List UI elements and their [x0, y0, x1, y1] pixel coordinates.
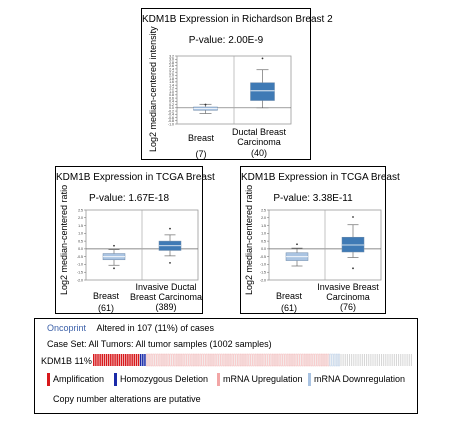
oncoprint-sample-homozygous-deletion [140, 354, 141, 366]
oncoprint-sample-mrna-upregulation [289, 354, 290, 366]
oncoprint-sample-unaltered [360, 354, 361, 366]
panel-2-xlabel-2: Invasive Ductal Breast Carcinoma [129, 282, 203, 302]
oncoprint-sample-mrna-upregulation [189, 354, 190, 366]
oncoprint-sample-unaltered [372, 354, 373, 366]
oncoprint-sample-unaltered [370, 354, 371, 366]
oncoprint-sample-mrna-upregulation [166, 354, 167, 366]
panel-3-ytick-label: 0.0 [261, 247, 266, 252]
oncoprint-sample-mrna-upregulation [219, 354, 220, 366]
panel-2-ytick-label: -0.5 [76, 254, 83, 259]
oncoprint-sample-mrna-upregulation [251, 354, 252, 366]
panel-2-ytick-label: 0.0 [78, 247, 83, 252]
oncoprint-sample-mrna-upregulation [232, 354, 233, 366]
panel-1-title: KDM1B Expression in Richardson Breast 2 [142, 14, 333, 25]
oncoprint-sample-mrna-upregulation [153, 354, 154, 366]
panel-1-ytick-label: 1.0 [169, 89, 174, 94]
panel-1-outlier [262, 58, 264, 60]
oncoprint-sample-unaltered [375, 354, 376, 366]
oncoprint-sample-unaltered [396, 354, 397, 366]
oncoprint-sample-homozygous-deletion [144, 354, 145, 366]
panel-3-ytick-label: 0.5 [261, 239, 266, 244]
panel-1-ytick-label: 2.0 [169, 73, 174, 78]
oncoprint-sample-unaltered [353, 354, 354, 366]
panel-1-ytick-label: 0.4 [169, 99, 174, 104]
mrna-downregulation-swatch [308, 373, 311, 386]
panel-3-ytick-label: -1.5 [259, 270, 266, 275]
panel-2-count-2: (389) [155, 302, 177, 312]
oncoprint-sample-amplification [116, 354, 117, 366]
oncoprint-sample-unaltered [383, 354, 384, 366]
oncoprint-sample-mrna-upregulation [300, 354, 301, 366]
oncoprint-sample-unaltered [366, 354, 367, 366]
oncoprint-sample-mrna-upregulation [174, 354, 175, 366]
panel-3-ytick-label: 1.0 [261, 231, 266, 236]
oncoprint-sample-mrna-upregulation [234, 354, 235, 366]
oncoprint-sample-unaltered [387, 354, 388, 366]
oncoprint-sample-unaltered [390, 354, 391, 366]
oncoprint-sample-mrna-upregulation [259, 354, 260, 366]
oncoprint-sample-amplification [136, 354, 137, 366]
oncoprint-sample-mrna-upregulation [268, 354, 269, 366]
oncoprint-sample-mrna-upregulation [157, 354, 158, 366]
oncoprint-track [93, 354, 413, 366]
panel-3-ytick-label: 2.5 [261, 208, 266, 213]
oncoprint-sample-amplification [138, 354, 139, 366]
panel-2-ytick-label: -1.0 [76, 262, 83, 267]
oncoprint-sample-mrna-upregulation [159, 354, 160, 366]
oncoprint-sample-unaltered [379, 354, 380, 366]
panel-1-ytick-label: -0.4 [167, 112, 174, 117]
panel-2-outlier [169, 228, 171, 230]
oncoprint-sample-mrna-upregulation [180, 354, 181, 366]
oncoprint-sample-amplification [110, 354, 111, 366]
oncoprint-sample-amplification [123, 354, 124, 366]
oncoprint-sample-mrna-upregulation [206, 354, 207, 366]
panel-2-ytick-label: 2.5 [78, 208, 83, 213]
mrna-upregulation-label: mRNA Upregulation [223, 374, 303, 384]
oncoprint-sample-unaltered [394, 354, 395, 366]
panel-2-outlier [169, 262, 171, 264]
oncoprint-sample-amplification [131, 354, 132, 366]
oncoprint-sample-unaltered [377, 354, 378, 366]
oncoprint-sample-mrna-upregulation [225, 354, 226, 366]
amplification-label: Amplification [53, 374, 105, 384]
oncoprint-sample-unaltered [404, 354, 405, 366]
panel-3-ylabel: Log2 median-centered ratio [244, 184, 254, 295]
box-plot-panel-2 [55, 166, 215, 314]
mrna-upregulation-swatch [217, 373, 220, 386]
amplification-swatch [47, 373, 50, 386]
oncoprint-sample-mrna-upregulation [146, 354, 147, 366]
panel-1-pvalue: P-value: 2.00E-9 [188, 35, 264, 46]
oncoprint-sample-homozygous-deletion [142, 354, 143, 366]
panel-1-ytick-label: 2.6 [169, 64, 174, 69]
panel-1-ytick-label: 1.4 [169, 83, 174, 88]
oncoprint-sample-mrna-downregulation [332, 354, 333, 366]
panel-1-ytick-label: 0.6 [169, 96, 174, 101]
oncoprint-sample-mrna-upregulation [285, 354, 286, 366]
panel-1-ytick-label: 3.0 [169, 57, 174, 62]
oncoprint-sample-mrna-upregulation [200, 354, 201, 366]
oncoprint-sample-amplification [95, 354, 96, 366]
panel-1-ytick-label: 2.8 [169, 60, 174, 65]
panel-1-xlabel-1: Breast [187, 133, 214, 143]
panel-1-outlier [205, 104, 207, 106]
oncoprint-sample-amplification [112, 354, 113, 366]
panel-1-ytick-label: 2.2 [169, 70, 174, 75]
panel-2-outlier [113, 267, 115, 269]
mrna-downregulation-label: mRNA Downregulation [314, 374, 406, 384]
oncoprint-sample-amplification [121, 354, 122, 366]
oncoprint-footnote: Copy number alterations are putative [53, 394, 201, 404]
panel-2-ytick-label: -1.5 [76, 270, 83, 275]
oncoprint-sample-mrna-upregulation [238, 354, 239, 366]
panel-1-ytick-label: -1.0 [167, 122, 174, 127]
oncoprint-sample-unaltered [345, 354, 346, 366]
panel-3-ytick-label: 1.5 [261, 223, 266, 228]
panel-2-ytick-label: 0.5 [78, 239, 83, 244]
panel-1-ytick-label: 3.2 [169, 54, 174, 59]
oncoprint-sample-mrna-upregulation [191, 354, 192, 366]
oncoprint-sample-mrna-upregulation [204, 354, 205, 366]
oncoprint-sample-mrna-downregulation [330, 354, 331, 366]
oncoprint-sample-unaltered [398, 354, 399, 366]
oncoprint-sample-mrna-upregulation [230, 354, 231, 366]
panel-1-box-body [251, 83, 275, 101]
oncoprint-sample-mrna-upregulation [326, 354, 327, 366]
oncoprint-sample-mrna-upregulation [223, 354, 224, 366]
oncoprint-header [47, 323, 214, 333]
panel-1-count-1: (7) [195, 149, 207, 159]
panel-1-xlabel-2: Ductal Breast Carcinoma [231, 127, 287, 147]
oncoprint-sample-mrna-upregulation [155, 354, 156, 366]
panel-2-outlier [113, 245, 115, 247]
panel-2-ytick-label: 2.0 [78, 216, 83, 221]
oncoprint-sample-unaltered [358, 354, 359, 366]
oncoprint-sample-unaltered [349, 354, 350, 366]
oncoprint-sample-mrna-upregulation [247, 354, 248, 366]
oncoprint-sample-mrna-upregulation [276, 354, 277, 366]
panel-1-ytick-label: 1.6 [169, 80, 174, 85]
panel-1-ytick-label: 2.4 [169, 67, 174, 72]
oncoprint-sample-amplification [97, 354, 98, 366]
oncoprint-sample-amplification [93, 354, 94, 366]
homozygous-deletion-swatch [114, 373, 117, 386]
oncoprint-sample-mrna-upregulation [236, 354, 237, 366]
panel-2-ylabel: Log2 median-centered ratio [59, 184, 69, 295]
oncoprint-sample-mrna-upregulation [151, 354, 152, 366]
oncoprint-sample-amplification [106, 354, 107, 366]
oncoprint-sample-mrna-upregulation [283, 354, 284, 366]
oncoprint-sample-mrna-upregulation [311, 354, 312, 366]
panel-2-ytick-label: 1.5 [78, 223, 83, 228]
oncoprint-sample-mrna-upregulation [185, 354, 186, 366]
oncoprint-sample-mrna-upregulation [170, 354, 171, 366]
oncoprint-sample-mrna-upregulation [187, 354, 188, 366]
oncoprint-sample-unaltered [368, 354, 369, 366]
oncoprint-sample-mrna-downregulation [334, 354, 335, 366]
panel-1-ytick-label: 0.2 [169, 102, 174, 107]
oncoprint-sample-unaltered [402, 354, 403, 366]
oncoprint-case-set: Case Set: All Tumors: All tumor samples (1002 samples) [47, 339, 272, 349]
oncoprint-sample-mrna-upregulation [319, 354, 320, 366]
oncoprint-sample-mrna-upregulation [217, 354, 218, 366]
panel-2-ytick-label: -2.0 [76, 278, 83, 283]
oncoprint-sample-mrna-upregulation [215, 354, 216, 366]
oncoprint-sample-mrna-upregulation [321, 354, 322, 366]
oncoprint-sample-mrna-upregulation [227, 354, 228, 366]
oncoprint-sample-mrna-upregulation [272, 354, 273, 366]
panel-3-ytick-label: -0.5 [259, 254, 266, 259]
oncoprint-sample-mrna-upregulation [313, 354, 314, 366]
oncoprint-sample-mrna-upregulation [255, 354, 256, 366]
oncoprint-sample-mrna-upregulation [264, 354, 265, 366]
oncoprint-sample-mrna-upregulation [212, 354, 213, 366]
oncoprint-sample-mrna-upregulation [266, 354, 267, 366]
oncoprint-sample-mrna-upregulation [202, 354, 203, 366]
oncoprint-sample-mrna-upregulation [172, 354, 173, 366]
oncoprint-sample-mrna-upregulation [183, 354, 184, 366]
oncoprint-sample-unaltered [407, 354, 408, 366]
oncoprint-sample-amplification [108, 354, 109, 366]
panel-3-outlier [352, 267, 354, 269]
panel-2-pvalue: P-value: 1.67E-18 [88, 193, 170, 204]
oncoprint-sample-mrna-upregulation [291, 354, 292, 366]
oncoprint-sample-mrna-upregulation [198, 354, 199, 366]
oncoprint-sample-unaltered [362, 354, 363, 366]
oncoprint-sample-mrna-upregulation [323, 354, 324, 366]
oncoprint-sample-mrna-upregulation [294, 354, 295, 366]
oncoprint-sample-amplification [114, 354, 115, 366]
panel-1-ytick-label: -0.8 [167, 119, 174, 124]
panel-1-ytick-label: -0.2 [167, 109, 174, 114]
panel-3-pvalue: P-value: 3.38E-11 [273, 193, 353, 204]
oncoprint-brand[interactable]: Oncoprint [47, 323, 87, 333]
oncoprint-sample-mrna-upregulation [193, 354, 194, 366]
panel-1-ytick-label: 1.2 [169, 86, 174, 91]
oncoprint-sample-unaltered [381, 354, 382, 366]
oncoprint-sample-mrna-upregulation [304, 354, 305, 366]
box-plot-panel-1 [141, 8, 333, 160]
oncoprint-sample-unaltered [347, 354, 348, 366]
oncoprint-sample-mrna-upregulation [178, 354, 179, 366]
panel-1-ytick-label: 0.0 [169, 106, 174, 111]
oncoprint-sample-mrna-upregulation [249, 354, 250, 366]
panel-3-count-1: (61) [280, 303, 297, 313]
oncoprint-sample-amplification [104, 354, 105, 366]
oncoprint-sample-mrna-upregulation [274, 354, 275, 366]
oncoprint-gene-label: KDM1B 11% [41, 356, 92, 366]
panel-1-ytick-label: -0.6 [167, 115, 174, 120]
box-plot-panel-3 [240, 166, 400, 314]
oncoprint-sample-unaltered [385, 354, 386, 366]
panel-3-title: KDM1B Expression in TCGA Breast [241, 172, 400, 183]
oncoprint-sample-mrna-upregulation [221, 354, 222, 366]
oncoprint-sample-mrna-upregulation [298, 354, 299, 366]
oncoprint-sample-mrna-upregulation [208, 354, 209, 366]
oncoprint-sample-mrna-upregulation [308, 354, 309, 366]
panel-1-ylabel: Log2 median-centered intensity [148, 26, 158, 152]
homozygous-deletion-label: Homozygous Deletion [120, 374, 209, 384]
oncoprint-sample-mrna-upregulation [317, 354, 318, 366]
oncoprint-sample-unaltered [343, 354, 344, 366]
oncoprint-sample-mrna-upregulation [168, 354, 169, 366]
oncoprint-sample-mrna-upregulation [148, 354, 149, 366]
panel-1-ytick-label: 1.8 [169, 76, 174, 81]
oncoprint-sample-mrna-upregulation [328, 354, 329, 366]
oncoprint-sample-mrna-upregulation [163, 354, 164, 366]
oncoprint-sample-mrna-upregulation [244, 354, 245, 366]
oncoprint-sample-mrna-upregulation [279, 354, 280, 366]
panel-1-ytick-label: 0.8 [169, 93, 174, 98]
oncoprint-sample-mrna-upregulation [306, 354, 307, 366]
oncoprint-sample-amplification [102, 354, 103, 366]
oncoprint-sample-amplification [125, 354, 126, 366]
oncoprint-sample-unaltered [409, 354, 410, 366]
panel-3-xlabel-1: Breast [275, 291, 302, 301]
oncoprint-sample-amplification [99, 354, 100, 366]
oncoprint-sample-unaltered [364, 354, 365, 366]
panel-1-count-2: (40) [250, 148, 267, 158]
oncoprint-altered-text: Altered in 107 (11%) of cases [96, 323, 214, 333]
panel-3-xlabel-2: Invasive Breast Carcinoma [317, 282, 379, 302]
panel-3-ytick-label: -2.0 [259, 278, 266, 283]
oncoprint-sample-unaltered [355, 354, 356, 366]
oncoprint-sample-mrna-upregulation [240, 354, 241, 366]
oncoprint-sample-mrna-upregulation [270, 354, 271, 366]
oncoprint-sample-mrna-downregulation [338, 354, 339, 366]
oncoprint-sample-unaltered [340, 354, 341, 366]
oncoprint-sample-mrna-upregulation [253, 354, 254, 366]
panel-2-xlabel-1: Breast [92, 291, 119, 301]
oncoprint-sample-mrna-upregulation [257, 354, 258, 366]
oncoprint-sample-mrna-upregulation [161, 354, 162, 366]
oncoprint-sample-amplification [119, 354, 120, 366]
panel-2-ytick-label: 1.0 [78, 231, 83, 236]
oncoprint-sample-mrna-upregulation [281, 354, 282, 366]
oncoprint-sample-amplification [134, 354, 135, 366]
oncoprint-sample-mrna-upregulation [176, 354, 177, 366]
panel-2-title: KDM1B Expression in TCGA Breast [56, 172, 215, 183]
panel-3-outlier [296, 243, 298, 245]
oncoprint-sample-mrna-upregulation [296, 354, 297, 366]
oncoprint-sample-amplification [129, 354, 130, 366]
oncoprint-sample-mrna-upregulation [242, 354, 243, 366]
panel-2-count-1: (61) [97, 303, 114, 313]
oncoprint-sample-mrna-upregulation [315, 354, 316, 366]
oncoprint-sample-mrna-upregulation [302, 354, 303, 366]
oncoprint-panel [34, 318, 418, 414]
oncoprint-sample-unaltered [411, 354, 412, 366]
panel-3-ytick-label: 2.0 [261, 216, 266, 221]
panel-3-count-2: (76) [339, 302, 356, 312]
panel-3-ytick-label: -1.0 [259, 262, 266, 267]
oncoprint-sample-amplification [127, 354, 128, 366]
oncoprint-sample-mrna-upregulation [262, 354, 263, 366]
oncoprint-sample-unaltered [351, 354, 352, 366]
oncoprint-sample-mrna-downregulation [336, 354, 337, 366]
oncoprint-sample-mrna-upregulation [210, 354, 211, 366]
oncoprint-sample-unaltered [400, 354, 401, 366]
oncoprint-sample-unaltered [392, 354, 393, 366]
panel-3-outlier [352, 216, 354, 218]
oncoprint-sample-mrna-upregulation [195, 354, 196, 366]
oncoprint-sample-mrna-upregulation [287, 354, 288, 366]
